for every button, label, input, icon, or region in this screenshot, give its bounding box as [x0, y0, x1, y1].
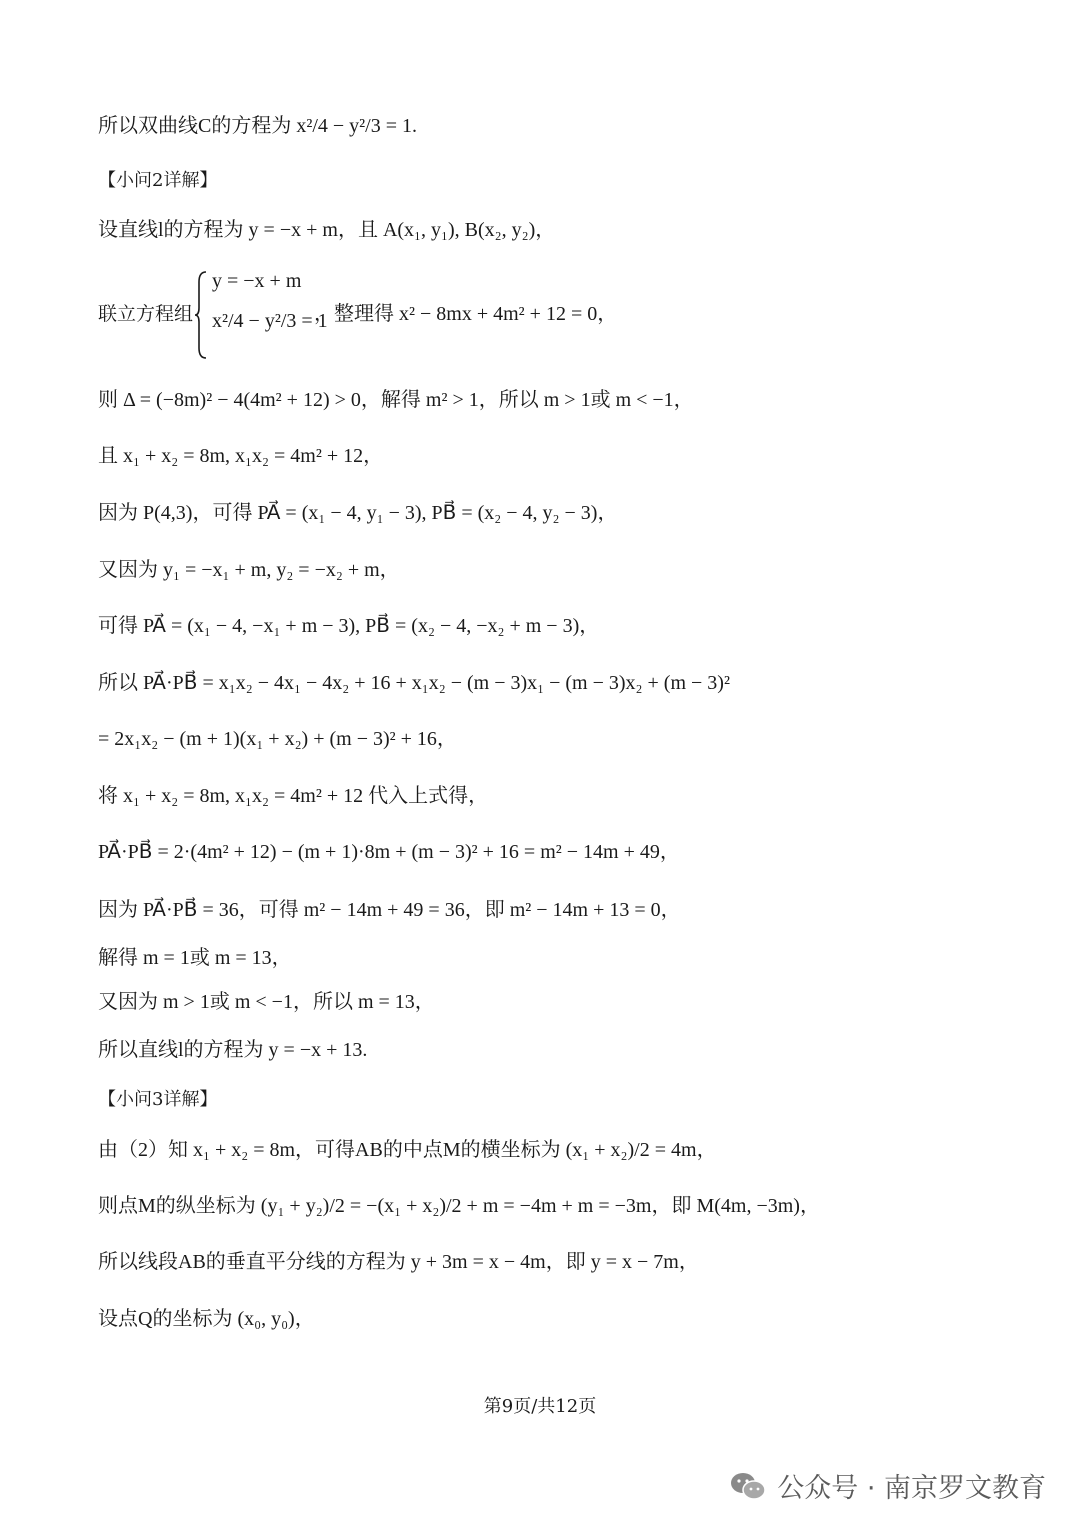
- text-line: 又因为 m > 1或 m < −1，所以 m = 13，: [98, 991, 435, 1013]
- system-row: x²/4 − y²/3 = 1: [212, 310, 328, 332]
- text-line: 则 Δ = (−8m)² − 4(4m² + 12) > 0，解得 m² > 1，所以 m > 1或 m < −1，: [98, 389, 694, 411]
- text-line: PA⃗·PB⃗ = 2·(4m² + 12) − (m + 1)·8m + (m − 3)² + 16 = m² − 14m + 49，: [98, 841, 680, 863]
- text-line: 所以 PA⃗·PB⃗ = x₁x₂ − 4x₁ − 4x₂ + 16 + x₁x₂ − (m − 3)x₁ − (m − 3)x₂ + (m − 3)²: [98, 672, 730, 694]
- wechat-icon: [729, 1470, 767, 1502]
- text-line: 设点Q的坐标为 (x₀, y₀)，: [98, 1308, 315, 1330]
- text-line: 将 x₁ + x₂ = 8m, x₁x₂ = 4m² + 12 代入上式得，: [98, 785, 489, 807]
- text-line: 所以直线l的方程为 y = −x + 13.: [98, 1039, 368, 1061]
- text-line: 因为 P(4,3)，可得 PA⃗ = (x₁ − 4, y₁ − 3), PB⃗ = (x₂ − 4, y₂ − 3)，: [98, 502, 618, 524]
- text-line: 且 x₁ + x₂ = 8m, x₁x₂ = 4m² + 12，: [98, 445, 384, 467]
- text-line: 由（2）知 x₁ + x₂ = 8m，可得AB的中点M的横坐标为 (x₁ + x₂)/2 = 4m，: [98, 1139, 717, 1161]
- text-line: 解得 m = 1或 m = 13，: [98, 947, 292, 969]
- text-line: = 2x₁x₂ − (m + 1)(x₁ + x₂) + (m − 3)² + 16，: [98, 728, 457, 750]
- text-line: 则点M的纵坐标为 (y₁ + y₂)/2 = −(x₁ + x₂)/2 + m = −4m + m = −3m，即 M(4m, −3m)，: [98, 1195, 820, 1217]
- text-line: 所以线段AB的垂直平分线的方程为 y + 3m = x − 4m，即 y = x − 7m，: [98, 1251, 699, 1273]
- text-line: 又因为 y₁ = −x₁ + m, y₂ = −x₂ + m，: [98, 559, 400, 581]
- watermark-text: 公众号 · 南京罗文教育: [777, 1473, 1046, 1504]
- text-line: 因为 PA⃗·PB⃗ = 36，可得 m² − 14m + 49 = 36，即 m² − 14m + 13 = 0，: [98, 899, 681, 921]
- text-line: 设直线l的方程为 y = −x + m，且 A(x₁, y₁), B(x₂, y₂)，: [98, 219, 556, 241]
- text-line: 可得 PA⃗ = (x₁ − 4, −x₁ + m − 3), PB⃗ = (x₂ − 4, −x₂ + m − 3)，: [98, 615, 600, 637]
- system-row: y = −x + m: [212, 270, 302, 292]
- text-line: ，整理得 x² − 8mx + 4m² + 12 = 0，: [314, 303, 618, 325]
- text-line: 所以双曲线C的方程为 x²/4 − y²/3 = 1.: [98, 115, 418, 137]
- section-heading: 【小问2详解】: [98, 170, 218, 191]
- section-heading: 【小问3详解】: [98, 1089, 218, 1110]
- page-footer: 第9页/共12页: [483, 1396, 597, 1417]
- text-line: 联立方程组: [98, 303, 194, 325]
- watermark: [729, 1466, 1046, 1505]
- left-brace-icon: [194, 270, 208, 360]
